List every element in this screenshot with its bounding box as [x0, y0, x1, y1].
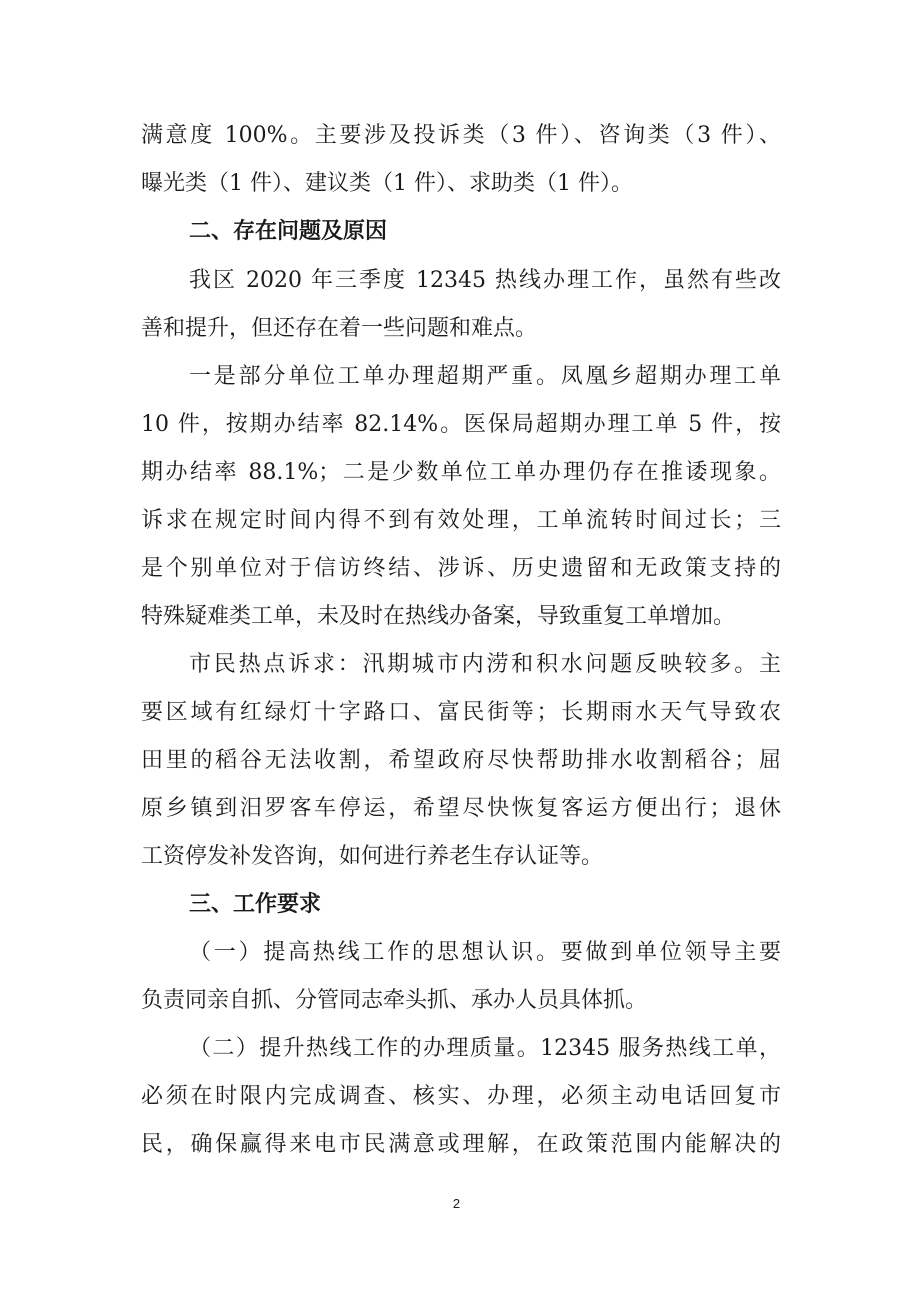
paragraph-line: 我区 2020 年三季度 12345 热线办理工作，虽然有些改: [189, 268, 781, 293]
section-heading: 二、存在问题及原因: [189, 219, 388, 244]
paragraph-line: 期办结率 88.1%；二是少数单位工单办理仍存在推诿现象。: [141, 460, 781, 485]
paragraph-line: 曝光类（1 件）、建议类（1 件）、求助类（1 件）。: [141, 171, 633, 196]
paragraph-line: 田里的稻谷无法收割，希望政府尽快帮助排水收割稻谷；屈: [141, 748, 781, 773]
paragraph-line: 特殊疑难类工单，未及时在热线办备案，导致重复工单增加。: [141, 604, 736, 629]
paragraph-line: 原乡镇到汨罗客车停运，希望尽快恢复客运方便出行；退休: [141, 796, 781, 821]
paragraph-line: 10 件，按期办结率 82.14%。医保局超期办理工单 5 件，按: [141, 412, 781, 437]
paragraph-line: 是个别单位对于信访终结、涉诉、历史遗留和无政策支持的: [141, 556, 781, 581]
section-heading: 三、工作要求: [189, 892, 322, 917]
paragraph-line: 一是部分单位工单办理超期严重。凤凰乡超期办理工单: [189, 364, 781, 389]
paragraph-line: 要区域有红绿灯十字路口、富民街等；长期雨水天气导致农: [141, 700, 781, 725]
paragraph-line: 工资停发补发咨询，如何进行养老生存认证等。: [141, 844, 604, 869]
paragraph-line: 必须在时限内完成调查、核实、办理，必须主动电话回复市: [141, 1084, 781, 1109]
paragraph-line: （二）提升热线工作的办理质量。12345 服务热线工单，: [189, 1036, 781, 1061]
page-number: 2: [452, 1196, 461, 1211]
paragraph-line: 满意度 100%。主要涉及投诉类（3 件）、咨询类（3 件）、: [141, 123, 781, 148]
paragraph-line: 负责同亲自抓、分管同志牵头抓、承办人员具体抓。: [141, 988, 648, 1013]
paragraph-line: （一）提高热线工作的思想认识。要做到单位领导主要: [189, 940, 781, 965]
paragraph-line: 市民热点诉求：汛期城市内涝和积水问题反映较多。主: [189, 652, 781, 677]
paragraph-line: 善和提升，但还存在着一些问题和难点。: [141, 316, 538, 341]
paragraph-line: 民，确保赢得来电市民满意或理解，在政策范围内能解决的: [141, 1132, 781, 1157]
paragraph-line: 诉求在规定时间内得不到有效处理，工单流转时间过长；三: [141, 508, 781, 533]
